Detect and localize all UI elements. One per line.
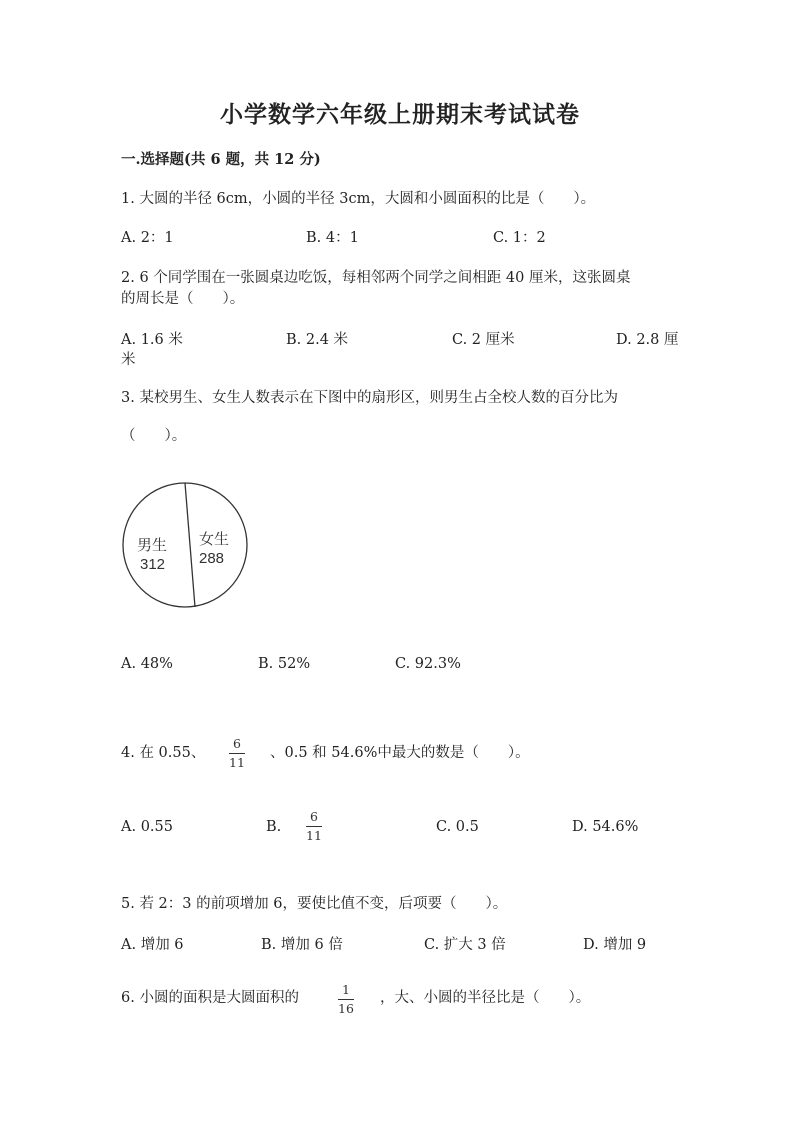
question-3-stem-line-1: 3. 某校男生、女生人数表示在下图中的扇形区，则男生占全校人数的百分比为	[121, 390, 618, 406]
question-3-option-c: C. 92.3%	[395, 656, 461, 672]
fraction-denominator: 16	[338, 1001, 354, 1016]
fraction-numerator: 6	[310, 809, 318, 824]
question-2-option-d: D. 2.8 厘	[616, 332, 679, 348]
question-6-fraction	[338, 983, 354, 1016]
question-2-option-b: B. 2.4 米	[286, 332, 349, 348]
question-4-option-b: B.	[266, 819, 282, 835]
question-5-option-d: D. 增加 9	[583, 937, 647, 953]
sector-chart	[120, 480, 260, 614]
question-1-option-b: B. 4：1	[306, 230, 359, 246]
question-1-option-a: A. 2：1	[121, 230, 174, 246]
boys-value: 312	[140, 556, 166, 573]
sector-divider	[185, 483, 195, 607]
question-3-stem-line-2: （ ）。	[121, 428, 187, 444]
question-4-stem-suffix: 、0.5 和 54.6%中最大的数是（ ）。	[270, 745, 530, 761]
question-5-option-a: A. 增加 6	[121, 937, 184, 953]
question-3-option-b: B. 52%	[258, 656, 311, 672]
question-2-stem-line-2: 的周长是（ ）。	[121, 291, 245, 307]
question-6-stem-suffix: ，大、小圆的半径比是（ ）。	[380, 990, 591, 1006]
question-5-option-b: B. 增加 6 倍	[261, 937, 343, 953]
question-2-option-c: C. 2 厘米	[452, 332, 515, 348]
question-4-option-b-fraction	[306, 810, 322, 843]
question-6-stem-prefix: 6. 小圆的面积是大圆面积的	[121, 990, 299, 1006]
section-heading: 一.选择题(共 6 题，共 12 分)	[121, 151, 321, 168]
fraction-numerator: 6	[233, 736, 241, 751]
question-1-stem: 1. 大圆的半径 6cm，小圆的半径 3cm，大圆和小圆面积的比是（ ）。	[121, 191, 596, 207]
girls-value: 288	[199, 550, 225, 567]
question-4-fraction	[229, 737, 245, 770]
question-5-stem: 5. 若 2：3 的前项增加 6，要使比值不变，后项要（ ）。	[121, 896, 508, 912]
question-2-option-a: A. 1.6 米	[121, 332, 183, 348]
question-5-option-c: C. 扩大 3 倍	[424, 937, 506, 953]
fraction-numerator: 1	[342, 982, 350, 997]
question-3-option-a: A. 48%	[121, 656, 173, 672]
question-4-option-a: A. 0.55	[121, 819, 173, 835]
question-1-option-c: C. 1：2	[493, 230, 546, 246]
girls-label: 女生	[199, 531, 230, 548]
question-4-option-d: D. 54.6%	[572, 819, 639, 835]
fraction-bar	[306, 826, 322, 827]
question-2-option-d-wrap: 米	[121, 352, 136, 368]
fraction-denominator: 11	[229, 755, 245, 770]
fraction-bar	[229, 753, 245, 754]
boys-label: 男生	[137, 537, 168, 554]
page-title: 小学数学六年级上册期末考试试卷	[220, 101, 580, 128]
fraction-bar	[338, 999, 354, 1000]
question-4-option-c: C. 0.5	[436, 819, 479, 835]
question-4-stem-prefix: 4. 在 0.55、	[121, 745, 206, 761]
fraction-denominator: 11	[306, 828, 322, 843]
question-2-stem-line-1: 2. 6 个同学围在一张圆桌边吃饭，每相邻两个同学之间相距 40 厘米，这张圆桌	[121, 270, 631, 286]
